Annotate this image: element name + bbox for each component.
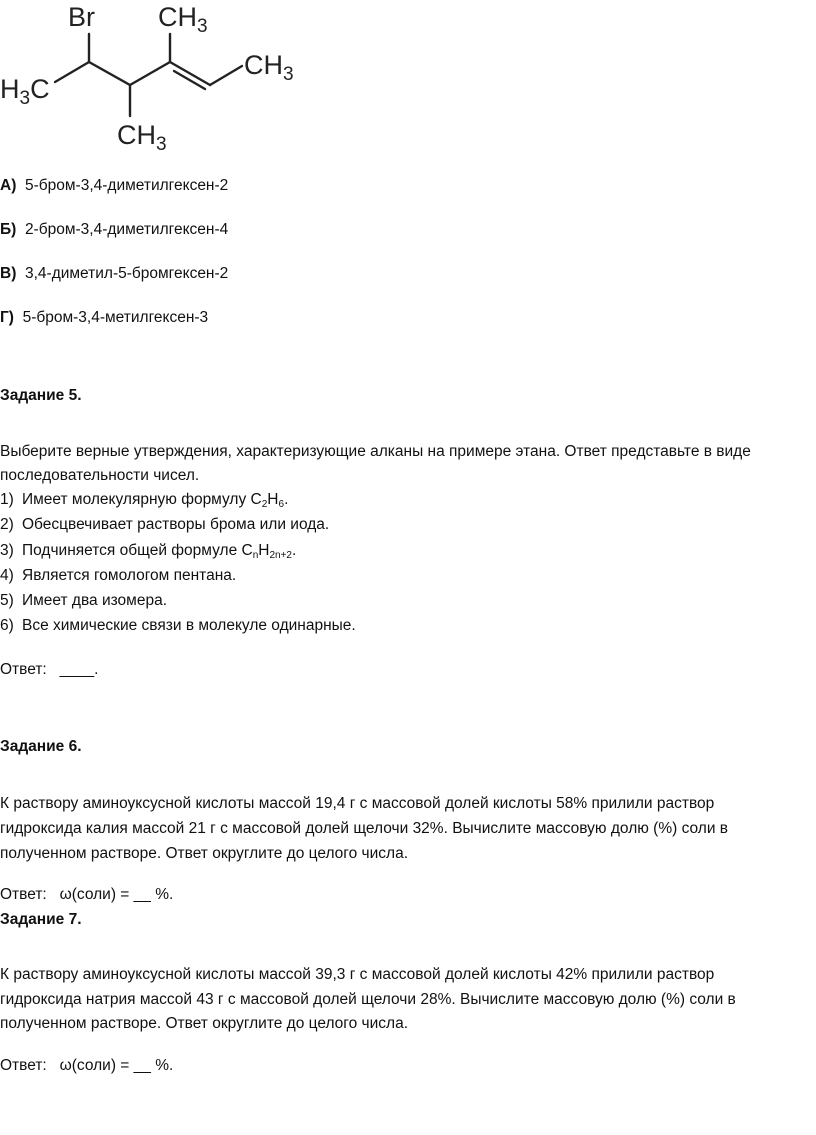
subscript: 2n+2 [269,550,292,561]
task7-title: Задание 7. [0,911,82,928]
task5-item-3 [0,541,296,566]
task5-answer: Ответ: ____. [0,661,99,678]
subscript: n [252,550,259,561]
bond-c1-c2 [55,62,89,82]
option-b-letter: Б) [0,221,17,238]
formula-h: H [267,491,279,508]
task6-answer: Ответ: ω(соли) = __ %. [0,886,174,903]
task7-line1: К раствору аминоуксусной кислоты массой 39,3 г с массовой долей кислоты 42% прилили раствор [0,966,715,983]
option-a [0,176,228,196]
subscript: 2 [261,499,268,510]
formula-h: H [258,542,270,559]
task7-answer: Ответ: ω(соли) = __ %. [0,1057,174,1074]
task6-line1: К раствору аминоуксусной кислоты массой 19,4 г с массовой долей кислоты 58% прилили раствор [0,795,715,812]
task5-item-3-text: Подчиняется общей формуле C [22,542,253,559]
option-v [0,264,228,284]
structural-formula [0,0,320,160]
option-b [0,220,228,240]
task5-item-4-num: 4) [0,567,14,584]
task5-item-2-num: 2) [0,516,14,533]
task7-line3: полученном растворе. Ответ округлите до целого числа. [0,1015,408,1032]
label-ch3-bottom: $CH_3$ [117,120,167,155]
task6-title: Задание 6. [0,738,82,755]
task5-item-2 [0,515,329,535]
task7-line2: гидроксида натрия массой 43 г с массовой долей щелочи 28%. Вычислите массовую долю (%) соли в [0,991,736,1008]
option-g-text: 5-бром-3,4-метилгексен-3 [22,309,209,326]
label-ch3-top: $CH_3$ [158,2,208,37]
task5-intro-line1: Выберите верные утверждения, характеризующие алканы на примере этана. Ответ представьте в виде [0,443,751,460]
option-a-text: 5-бром-3,4-диметилгексен-2 [24,177,229,194]
period: . [292,542,297,559]
task5-item-6 [0,616,356,636]
task5-item-3-num: 3) [0,542,14,559]
option-v-letter: В) [0,265,17,282]
period: . [284,491,289,508]
option-g [0,308,208,328]
label-br: Br [68,2,95,32]
task5-item-4 [0,566,236,586]
label-h3c-left: $H_3C$ [0,74,50,109]
option-v-text: 3,4-диметил-5-бромгексен-2 [24,265,229,282]
task6-line3: полученном растворе. Ответ округлите до целого числа. [0,845,408,862]
task5-item-5 [0,591,167,611]
task5-item-6-text: Все химические связи в молекуле одинарные. [22,617,356,634]
task5-item-1-text: Имеет молекулярную формулу C [22,491,262,508]
label-ch3-right: $CH_3$ [244,50,294,85]
task5-item-5-text: Имеет два изомера. [22,592,167,609]
task5-item-4-text: Является гомологом пентана. [22,567,237,584]
task5-item-5-num: 5) [0,592,14,609]
task5-item-1 [0,490,288,515]
option-a-letter: А) [0,177,17,194]
bond-c5-ch3 [210,66,242,85]
subscript: 6 [278,499,285,510]
task5-item-2-text: Обесцвечивает растворы брома или иода. [22,516,330,533]
bond-c3-c4 [130,62,170,85]
task5-item-6-num: 6) [0,617,14,634]
option-g-letter: Г) [0,309,14,326]
task5-title: Задание 5. [0,387,82,404]
task6-line2: гидроксида калия массой 21 г с массовой долей щелочи 32%. Вычислите массовую долю (%) соли в [0,820,729,837]
task5-intro-line2: последовательности чисел. [0,467,200,484]
bond-c2-c3 [89,62,130,85]
option-b-text: 2-бром-3,4-диметилгексен-4 [24,221,229,238]
task5-item-1-num: 1) [0,491,14,508]
